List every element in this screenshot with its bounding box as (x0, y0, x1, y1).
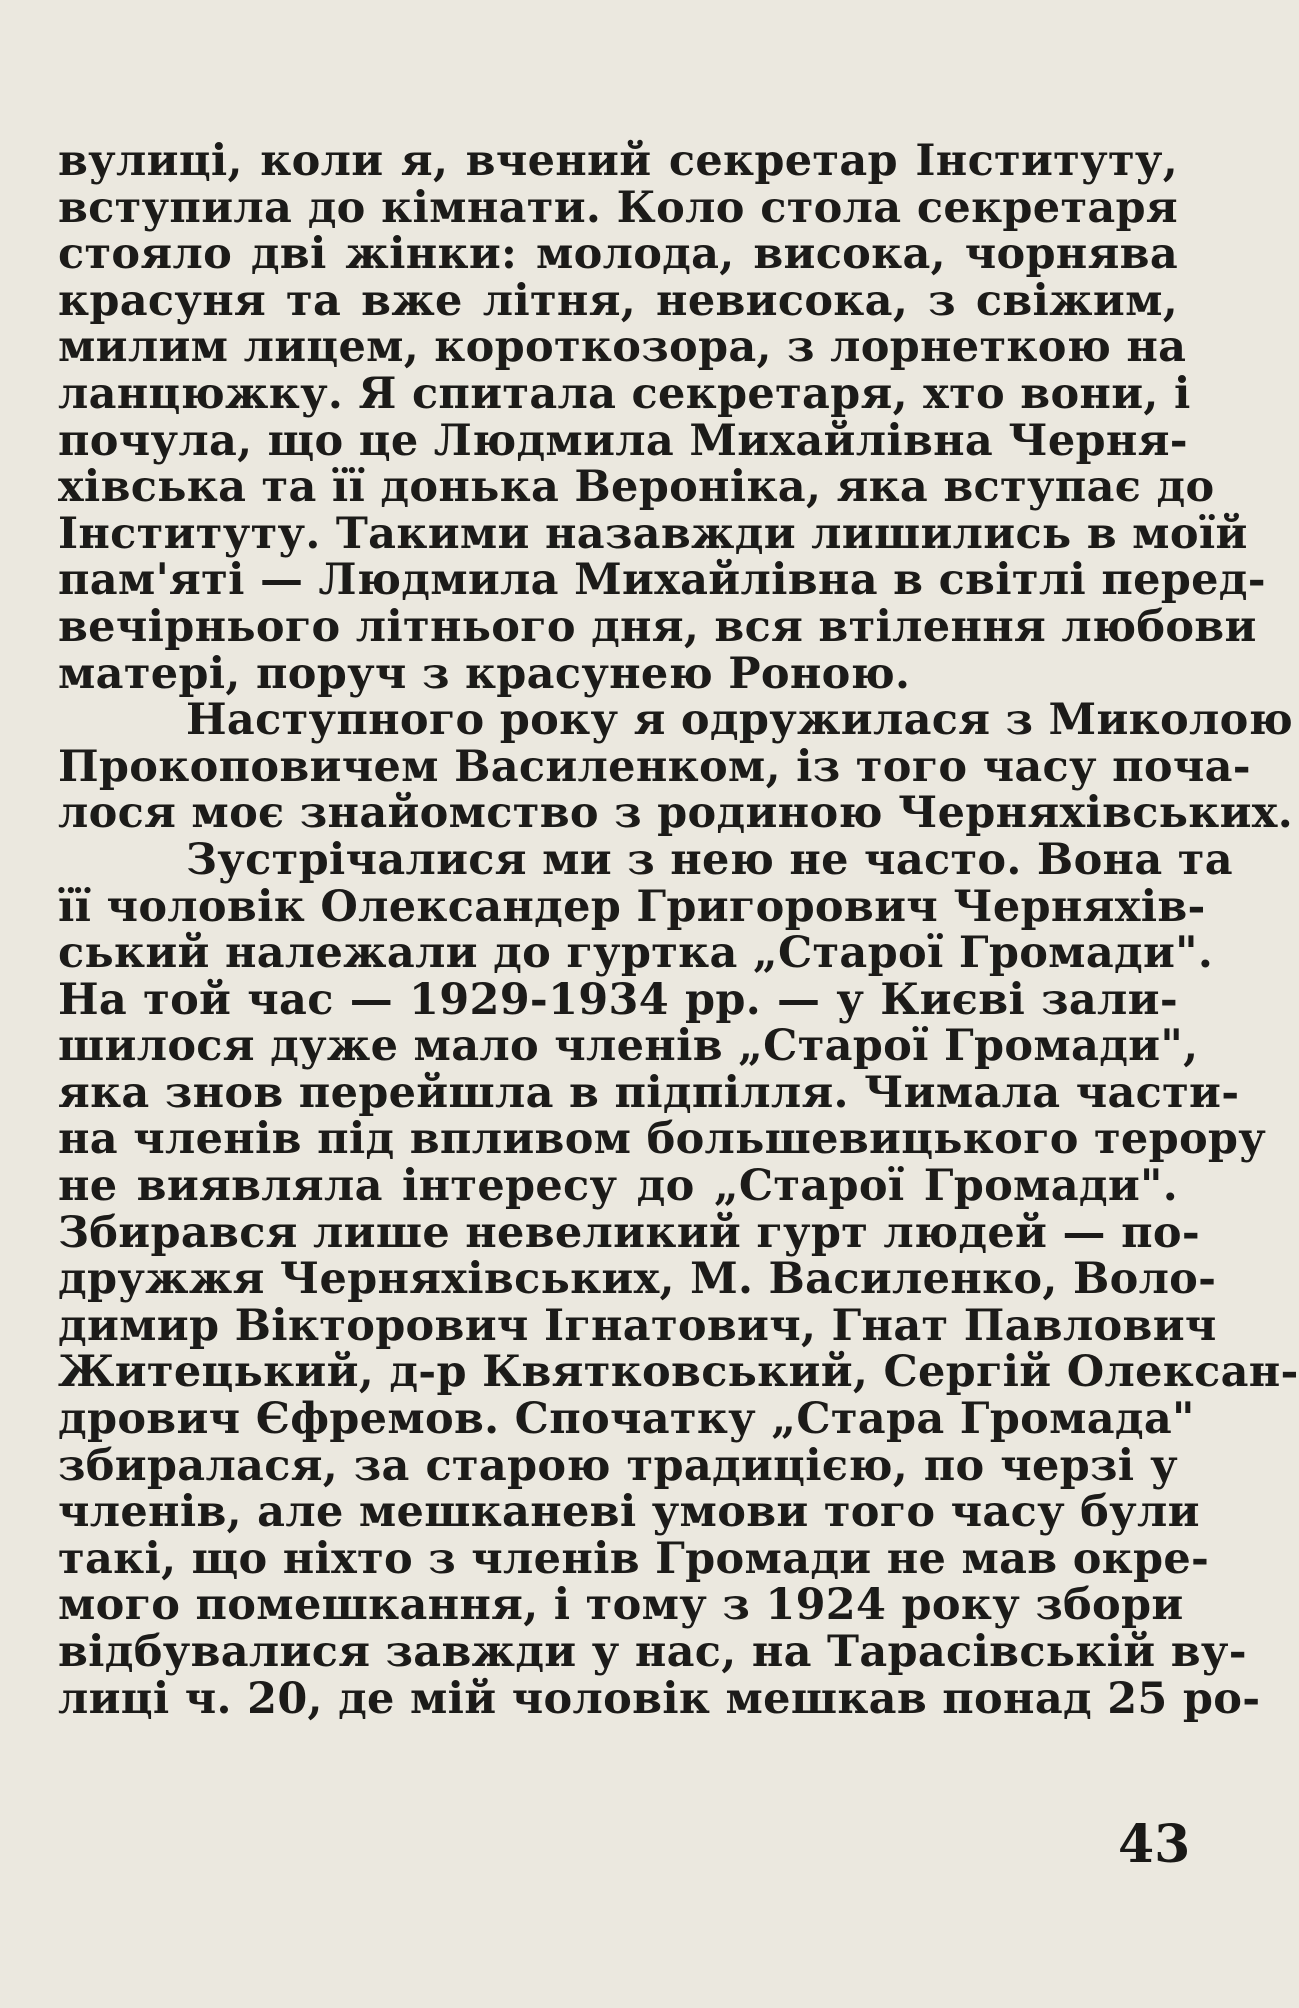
text-line: Житецький, д-р Квятковський, Сергій Олексан- (58, 1347, 1299, 1398)
text-line: її чоловік Олександер Григорович Черняхів- (58, 881, 1206, 932)
text-line: на членів під впливом большевицького терору (58, 1114, 1267, 1165)
text-line: стояло дві жінки: молода, висока, чорнява (58, 229, 1178, 280)
text-line: яка знов перейшла в підпілля. Чимала части- (58, 1067, 1240, 1118)
text-line: такі, що ніхто з членів Громади не мав окре- (58, 1533, 1210, 1584)
text-line: Збирався лише невеликий гурт людей — по- (58, 1207, 1200, 1258)
paragraph-start-line: Наступного року я одружилася з Миколою (186, 695, 1293, 746)
text-line: Інституту. Такими назавжди лишились в моїй (58, 508, 1248, 559)
text-line: хівська та її донька Вероніка, яка вступає до (58, 462, 1215, 513)
text-line: димир Вікторович Ігнатович, Гнат Павлович (58, 1300, 1217, 1351)
text-line: Прокоповичем Василенком, із того часу поча- (58, 741, 1251, 792)
text-line: ський належали до гуртка „Старої Громади". (58, 928, 1214, 979)
text-line: збиралася, за старою традицією, по черзі у (58, 1440, 1178, 1491)
text-line: членів, але мешканеві умови того часу були (58, 1487, 1200, 1538)
text-line: мого помешкання, і тому з 1924 року збори (58, 1580, 1184, 1631)
text-line: відбувалися завжди у нас, на Тарасівській ву- (58, 1627, 1247, 1677)
body-text (58, 136, 1299, 1724)
text-line: дрович Єфремов. Спочатку „Стара Громада" (58, 1394, 1195, 1445)
text-line: красуня та вже літня, невисока, з свіжим, (58, 275, 1178, 326)
text-line: почула, що це Людмила Михайлівна Черня- (58, 415, 1188, 466)
text-line: дружжя Черняхівських, М. Василенко, Воло- (58, 1254, 1217, 1305)
text-line: На той час — 1929-1934 рр. — у Києві зали- (58, 974, 1178, 1025)
text-line: лиці ч. 20, де мій чоловік мешкав понад 25 ро- (58, 1673, 1261, 1724)
text-line: ланцюжку. Я спитала секретаря, хто вони, і (58, 368, 1191, 419)
text-line: не виявляла інтересу до „Старої Громади". (58, 1161, 1178, 1212)
paragraph-end-line: матері, поруч з красунею Роною. (58, 648, 911, 699)
text-line: вступила до кімнати. Коло стола секретаря (58, 182, 1178, 233)
paragraph-start-line: Зустрічалися ми з нею не часто. Вона та (186, 834, 1233, 885)
text-line: вулиці, коли я, вчений секретар Інституту, (58, 136, 1178, 186)
text-line: пам'яті — Людмила Михайлівна в світлі перед- (58, 555, 1266, 606)
text-line: вечірнього літнього дня, вся втілення любови (58, 601, 1257, 652)
page-number: 43 (1118, 1814, 1191, 1875)
text-line: шилося дуже мало членів „Старої Громади", (58, 1021, 1199, 1072)
paragraph-end-line: лося моє знайомство з родиною Черняхівських. (58, 788, 1293, 839)
text-line: милим лицем, короткозора, з лорнеткою на (58, 322, 1187, 373)
